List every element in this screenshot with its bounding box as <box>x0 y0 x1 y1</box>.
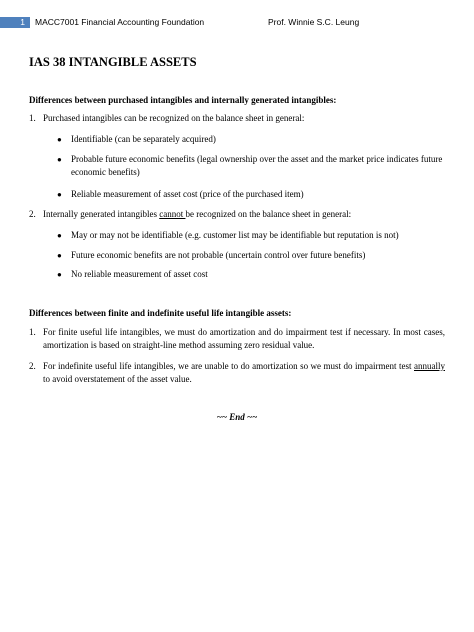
page-number: 1 <box>0 17 30 28</box>
item-number: 2. <box>29 361 36 371</box>
bullet-item <box>57 268 445 281</box>
bullet-item <box>57 153 445 179</box>
item-number: 1. <box>29 327 36 337</box>
section2-item-1 <box>29 326 445 352</box>
bullet-dot-icon: ● <box>57 270 62 279</box>
section2-item-2 <box>29 360 445 386</box>
item-number: 1. <box>29 113 36 123</box>
bullet-item <box>57 188 445 201</box>
page-header <box>0 17 474 31</box>
bullet-text: Reliable measurement of asset cost (price of the purchased item) <box>71 189 304 199</box>
section1-item-2 <box>29 208 445 221</box>
bullet-text: Identifiable (can be separately acquired) <box>71 134 216 144</box>
item-text: Purchased intangibles can be recognized on the balance sheet in general: <box>43 113 305 123</box>
item-number: 2. <box>29 209 36 219</box>
underlined-word: annually <box>414 361 445 371</box>
course-title: MACC7001 Financial Accounting Foundation <box>35 17 205 27</box>
item-text: For indefinite useful life intangibles, we are unable to do amortization so we must do impairment test annually to avoid overstatement of the asset value. <box>43 361 445 384</box>
bullet-item <box>57 133 445 146</box>
bullet-dot-icon: ● <box>57 155 62 164</box>
underlined-word: cannot <box>159 209 186 219</box>
bullet-text: Future economic benefits are not probable (uncertain control over future benefits) <box>71 250 366 260</box>
item-text: For finite useful life intangibles, we must do amortization and do impairment test if necessary. In most cases, amortization is based on straight-line method assuming zero residual value. <box>43 327 445 350</box>
bullet-dot-icon: ● <box>57 190 62 199</box>
bullet-dot-icon: ● <box>57 231 62 240</box>
section2-heading: Differences between finite and indefinite useful life intangible assets: <box>29 308 292 318</box>
bullet-text: No reliable measurement of asset cost <box>71 269 208 279</box>
bullet-dot-icon: ● <box>57 135 62 144</box>
professor-name: Prof. Winnie S.C. Leung <box>268 17 360 27</box>
bullet-text: May or may not be identifiable (e.g. customer list may be identifiable but reputation is not) <box>71 230 399 240</box>
section1-item-1 <box>29 112 445 125</box>
item-text: Internally generated intangibles cannot be recognized on the balance sheet in general: <box>43 209 352 219</box>
bullet-item <box>57 249 445 262</box>
bullet-item <box>57 229 445 242</box>
bullet-dot-icon: ● <box>57 251 62 260</box>
bullet-text: Probable future economic benefits (legal ownership over the asset and the market price indicates future economic benefits) <box>71 154 443 177</box>
document-title: IAS 38 INTANGIBLE ASSETS <box>29 55 197 69</box>
section1-heading: Differences between purchased intangibles and internally generated intangibles: <box>29 95 337 105</box>
end-marker: ~~ End ~~ <box>216 412 258 422</box>
